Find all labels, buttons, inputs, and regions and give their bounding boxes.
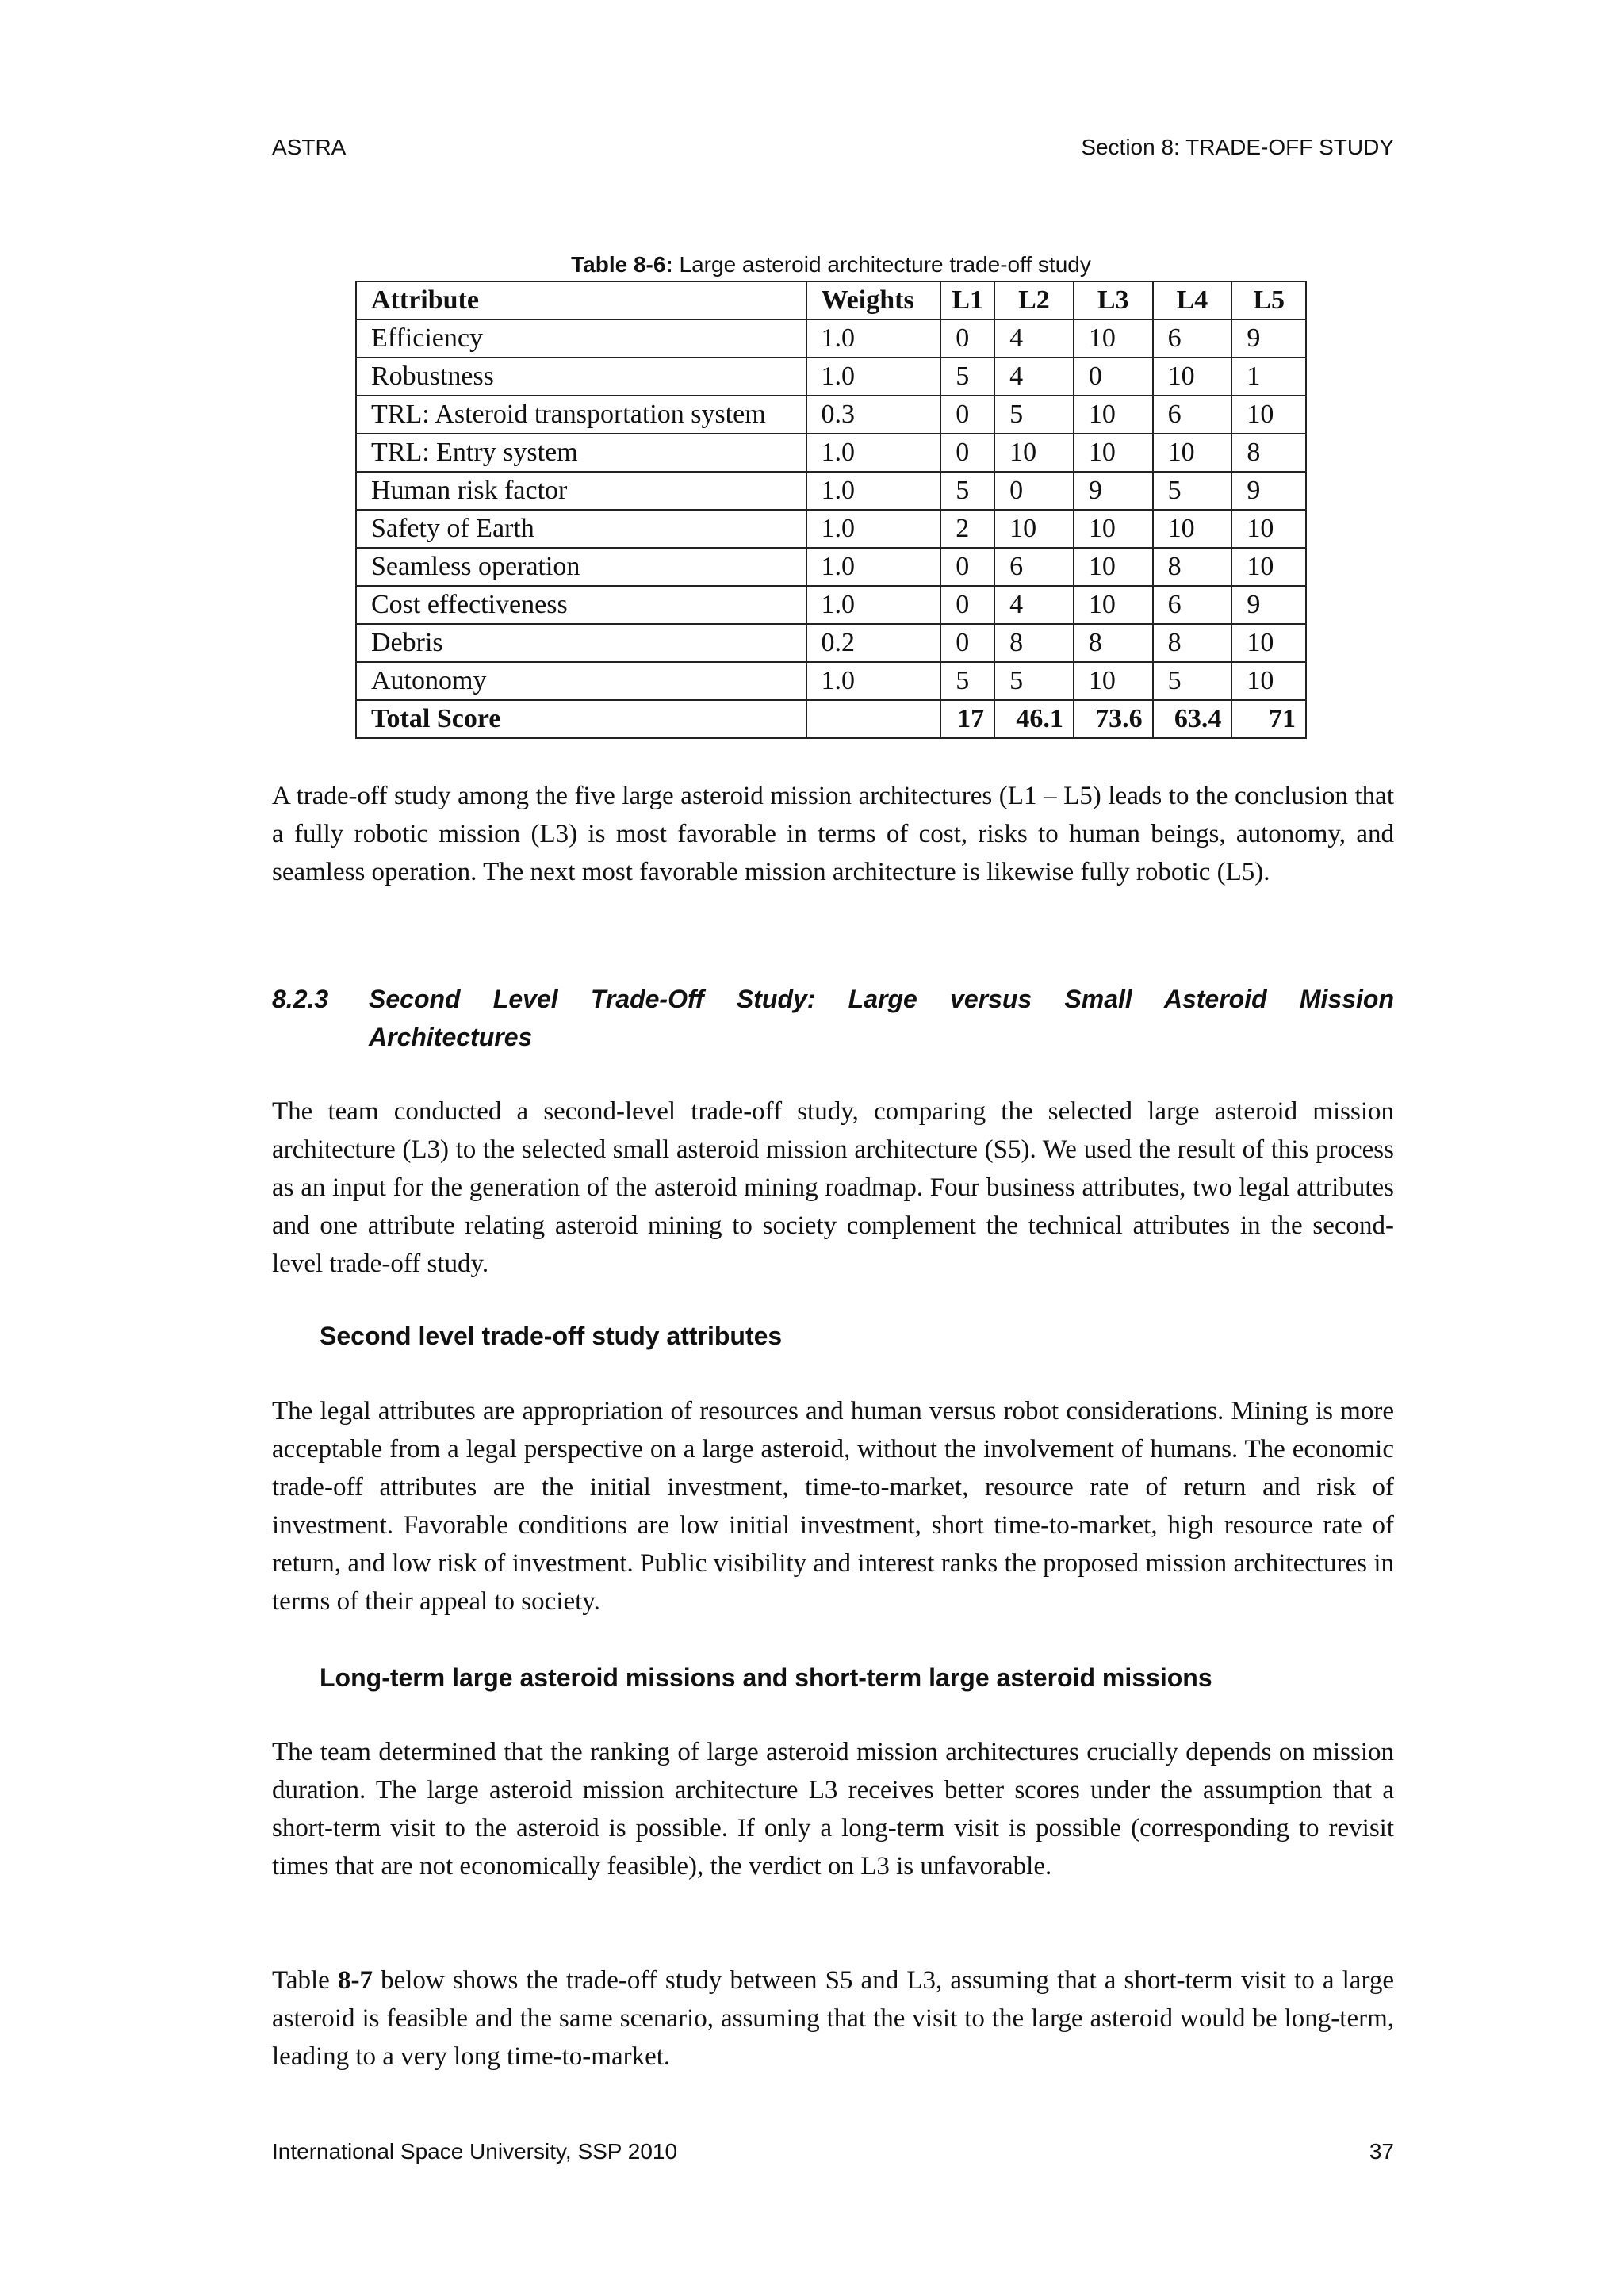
table-cell: 10 <box>994 510 1074 548</box>
table-cell: 0 <box>994 472 1074 510</box>
paragraph-trade-off-conclusion: A trade-off study among the five large asteroid mission architectures (L1 – L5) leads to the conclusion that a fully robotic mission (L3) is most favorable in terms of cost, risks to human beings, autonomy, and seamless operation. The next most favorable mission architecture is likewise fully robotic (L5). <box>272 782 1394 886</box>
paragraph-second-level-intro: The team conducted a second-level trade-off study, comparing the selected large asteroid mission architecture (L3) to the selected small asteroid mission architecture (S5). We used the result of this process as an input for the generation of the asteroid mining roadmap. Four business attributes, two legal attributes and one attribute relating asteroid mining to society complement the technical attributes in the second-level trade-off study. <box>272 1097 1394 1278</box>
table-cell: Seamless operation <box>356 548 806 586</box>
table-cell: 0 <box>940 396 994 434</box>
col-header-l5: L5 <box>1231 281 1306 320</box>
section-title <box>369 980 1394 1056</box>
table-cell: 9 <box>1231 586 1306 624</box>
col-header-l1: L1 <box>940 281 994 320</box>
total-score-l5: 71 <box>1231 700 1306 738</box>
total-score-label: Total Score <box>356 700 806 738</box>
table-cell: 0.3 <box>806 396 941 434</box>
paragraph-mission-duration: The team determined that the ranking of large asteroid mission architectures crucially depends on mission duration. The large asteroid mission architecture L3 receives better scores under the assumption that a short-term visit to the asteroid is possible. If only a long-term visit is possible (corresponding to revisit times that are not economically feasible), the verdict on L3 is unfavorable. <box>272 1738 1394 1881</box>
total-score-l1: 17 <box>940 700 994 738</box>
table-header-row <box>356 281 1306 320</box>
table-cell: 10 <box>1074 320 1153 358</box>
total-score-l3: 73.6 <box>1074 700 1153 738</box>
page-number: 37 <box>1369 2139 1394 2164</box>
table-cell: 10 <box>1231 548 1306 586</box>
table-row <box>356 320 1306 358</box>
table-cell: 9 <box>1074 472 1153 510</box>
table-cell: 5 <box>994 396 1074 434</box>
table-cell: 8 <box>994 624 1074 662</box>
table-cell: 5 <box>940 472 994 510</box>
table-caption-text: Large asteroid architecture trade-off study <box>672 252 1091 277</box>
table-cell: 10 <box>1231 510 1306 548</box>
table-cell: 0.2 <box>806 624 941 662</box>
table-row <box>356 624 1306 662</box>
paragraph-table-reference <box>272 1961 1394 2076</box>
table-cell: Cost effectiveness <box>356 586 806 624</box>
table-cell: 8 <box>1074 624 1153 662</box>
table-caption <box>355 252 1307 277</box>
table-cell: 10 <box>1074 586 1153 624</box>
table-cell: 1 <box>1231 358 1306 396</box>
trade-off-table <box>355 281 1307 739</box>
table-caption-label: Table 8-6: <box>571 252 673 277</box>
footer-publisher: International Space University, SSP 2010 <box>272 2139 678 2164</box>
section-heading-8-2-3 <box>272 980 1394 1056</box>
total-score-weights <box>806 700 941 738</box>
table-cell: 4 <box>994 586 1074 624</box>
table-cell: 10 <box>1074 434 1153 472</box>
para5-after: below shows the trade-off study between S5 and L3, assuming that a short-term visit to a large asteroid is feasible and the same scenario, assuming that the visit to the large asteroid would be long-term, leading to a very long time-to-market. <box>272 1966 1394 2071</box>
table-cell: 1.0 <box>806 434 941 472</box>
paragraph-legal-economic-attributes: The legal attributes are appropriation of resources and human versus robot considerations. Mining is more acceptable from a legal perspective on a large asteroid, without the involvement of humans. The economic trade-off attributes are the initial investment, time-to-market, resource rate of return and risk of investment. Favorable conditions are low initial investment, short time-to-market, high resource rate of return, and low risk of investment. Public visibility and interest ranks the proposed mission architectures in terms of their appeal to society. <box>272 1397 1394 1616</box>
total-score-l4: 63.4 <box>1153 700 1232 738</box>
table-cell: Autonomy <box>356 662 806 700</box>
table-cell: 1.0 <box>806 548 941 586</box>
table-cell: 10 <box>1231 624 1306 662</box>
table-cell: 5 <box>994 662 1074 700</box>
table-cell: 5 <box>940 358 994 396</box>
table-cell: 6 <box>994 548 1074 586</box>
table-cell: 1.0 <box>806 320 941 358</box>
table-cell: Debris <box>356 624 806 662</box>
table-cell: 8 <box>1153 624 1232 662</box>
table-cell: 4 <box>994 358 1074 396</box>
table-row <box>356 586 1306 624</box>
table-cell: 10 <box>994 434 1074 472</box>
running-header-section: Section 8: TRADE-OFF STUDY <box>1081 135 1394 159</box>
table-cell: Human risk factor <box>356 472 806 510</box>
table-cell: 8 <box>1153 548 1232 586</box>
table-cell: TRL: Entry system <box>356 434 806 472</box>
table-cell: 10 <box>1231 396 1306 434</box>
subheading-attributes: Second level trade-off study attributes <box>320 1322 783 1350</box>
table-cell: 4 <box>994 320 1074 358</box>
col-header-weights: Weights <box>806 281 941 320</box>
total-score-l2: 46.1 <box>994 700 1074 738</box>
table-cell: 10 <box>1074 396 1153 434</box>
table-row <box>356 662 1306 700</box>
table-cell: 10 <box>1153 358 1232 396</box>
table-cell: 10 <box>1231 662 1306 700</box>
table-cell: 0 <box>940 624 994 662</box>
section-title-line2: Architectures <box>369 1023 533 1051</box>
table-cell: 10 <box>1153 434 1232 472</box>
table-total-row <box>356 700 1306 738</box>
table-cell: Robustness <box>356 358 806 396</box>
col-header-attribute: Attribute <box>356 281 806 320</box>
table-row <box>356 548 1306 586</box>
table-row <box>356 472 1306 510</box>
para5-before: Table <box>272 1966 338 1995</box>
table-cell: 10 <box>1074 662 1153 700</box>
section-title-line1: Second Level Trade-Off Study: Large versus Small Asteroid Mission <box>369 985 1394 1013</box>
table-cell: 10 <box>1074 510 1153 548</box>
table-row <box>356 434 1306 472</box>
table-reference-link[interactable]: 8-7 <box>337 1966 373 1995</box>
table-cell: 10 <box>1153 510 1232 548</box>
table-cell: 0 <box>1074 358 1153 396</box>
table-cell: 0 <box>940 320 994 358</box>
table-cell: 1.0 <box>806 510 941 548</box>
table-cell: 6 <box>1153 320 1232 358</box>
col-header-l2: L2 <box>994 281 1074 320</box>
table-cell: 6 <box>1153 396 1232 434</box>
subheading-long-short-term: Long-term large asteroid missions and short-term large asteroid missions <box>320 1663 1212 1692</box>
table-cell: 2 <box>940 510 994 548</box>
table-cell: Safety of Earth <box>356 510 806 548</box>
table-row <box>356 396 1306 434</box>
table-cell: 1.0 <box>806 358 941 396</box>
table-cell: 6 <box>1153 586 1232 624</box>
table-cell: TRL: Asteroid transportation system <box>356 396 806 434</box>
table-cell: 0 <box>940 434 994 472</box>
table-cell: 1.0 <box>806 472 941 510</box>
table-cell: 9 <box>1231 320 1306 358</box>
table-cell: 5 <box>940 662 994 700</box>
col-header-l3: L3 <box>1074 281 1153 320</box>
table-cell: 1.0 <box>806 662 941 700</box>
table-cell: 5 <box>1153 472 1232 510</box>
table-cell: 10 <box>1074 548 1153 586</box>
table-cell: 9 <box>1231 472 1306 510</box>
table-cell: 0 <box>940 586 994 624</box>
table-row <box>356 358 1306 396</box>
table-cell: 8 <box>1231 434 1306 472</box>
table-cell: 0 <box>940 548 994 586</box>
table-cell: 1.0 <box>806 586 941 624</box>
section-number: 8.2.3 <box>272 985 329 1013</box>
table-row <box>356 510 1306 548</box>
running-header-title: ASTRA <box>272 135 347 159</box>
table-cell: 5 <box>1153 662 1232 700</box>
table-cell: Efficiency <box>356 320 806 358</box>
col-header-l4: L4 <box>1153 281 1232 320</box>
